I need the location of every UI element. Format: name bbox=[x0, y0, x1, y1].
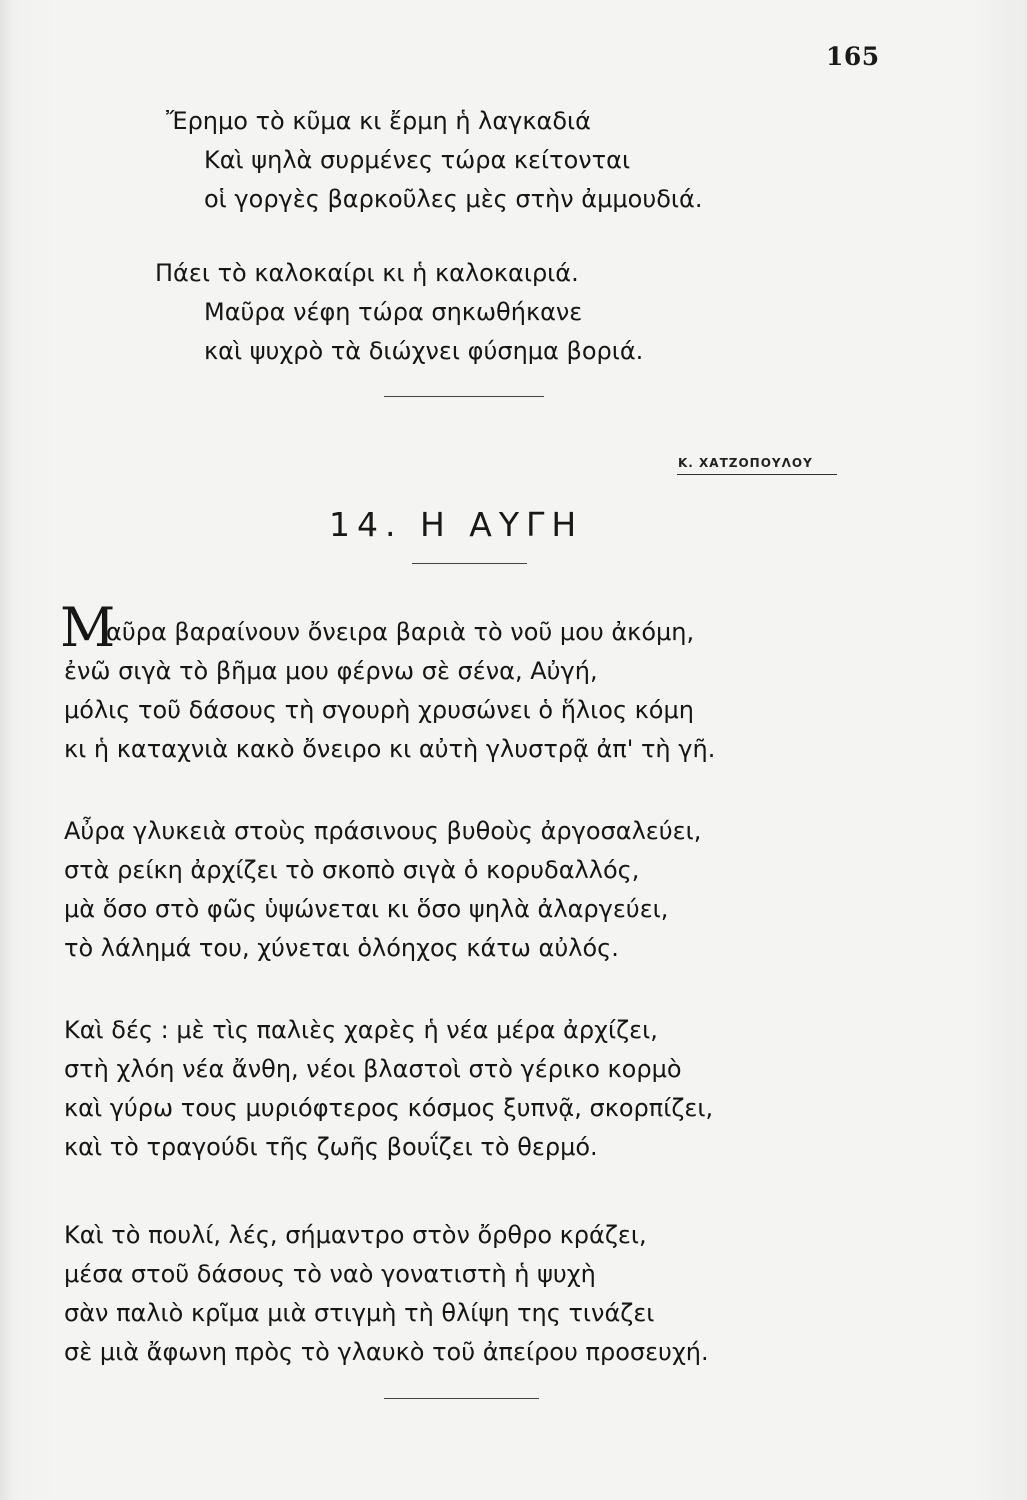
poem-line: στὴ χλόη νέα ἄνθη, νέοι βλαστοὶ στὸ γέρικο κορμὸ bbox=[64, 1055, 682, 1083]
poem-line: μὰ ὅσο στὸ φῶς ὑψώνεται κι ὅσο ψηλὰ ἀλαργεύει, bbox=[64, 895, 669, 923]
poem-title: 14. Η ΑΥΓΗ bbox=[329, 505, 584, 544]
poem-line: αῦρα βαραίνουν ὄνειρα βαριὰ τὸ νοῦ μου ἀκόμη, bbox=[106, 618, 695, 646]
poem-line: Καὶ τὸ πουλί, λές, σήμαντρο στὸν ὄρθρο κράζει, bbox=[64, 1221, 647, 1249]
section-divider bbox=[384, 396, 544, 397]
poem-line: καὶ ψυχρὸ τὰ διώχνει φύσημα βοριά. bbox=[204, 337, 644, 365]
poem-line: μόλις τοῦ δάσους τὴ σγουρὴ χρυσώνει ὁ ἥλιος κόμη bbox=[64, 696, 694, 724]
poem-line: καὶ γύρω τους μυριόφτερος κόσμος ξυπνᾷ, σκορπίζει, bbox=[64, 1094, 714, 1122]
author-underline bbox=[677, 474, 837, 475]
poem-line: στὰ ρείκη ἀρχίζει τὸ σκοπὸ σιγὰ ὁ κορυδαλλός, bbox=[64, 856, 640, 884]
page-number: 165 bbox=[826, 42, 880, 71]
poem-line: Ἔρημο τὸ κῦμα κι ἔρμη ἡ λαγκαδιά bbox=[166, 107, 591, 135]
poem-line: Πάει τὸ καλοκαίρι κι ἡ καλοκαιριά. bbox=[155, 259, 579, 287]
poem-line: Καὶ δές : μὲ τὶς παλιὲς χαρὲς ἡ νέα μέρα ἀρχίζει, bbox=[64, 1016, 658, 1044]
poem-line: οἱ γοργὲς βαρκοῦλες μὲς στὴν ἀμμουδιά. bbox=[204, 185, 703, 213]
poem-line: σὲ μιὰ ἄφωνη πρὸς τὸ γλαυκὸ τοῦ ἀπείρου προσευχή. bbox=[64, 1338, 709, 1366]
drop-cap: Μ bbox=[60, 596, 116, 659]
poem-line: μέσα στοῦ δάσους τὸ ναὸ γονατιστὴ ἡ ψυχὴ bbox=[64, 1260, 596, 1288]
poem-line: ἐνῶ σιγὰ τὸ βῆμα μου φέρνω σὲ σένα, Αὐγή, bbox=[64, 657, 598, 685]
poem-line: Μαῦρα νέφη τώρα σηκωθήκανε bbox=[204, 298, 583, 326]
author-signature: Κ. ΧΑΤΖΟΠΟΥΛΟΥ bbox=[678, 456, 813, 470]
poem-line: Αὖρα γλυκειὰ στοὺς πράσινους βυθοὺς ἀργοσαλεύει, bbox=[64, 817, 702, 845]
poem-line: καὶ τὸ τραγούδι τῆς ζωῆς βουΐζει τὸ θερμό. bbox=[64, 1133, 598, 1161]
poem-line: κι ἡ καταχνιὰ κακὸ ὄνειρο κι αὐτὴ γλυστρᾷ ἀπ' τὴ γῆ. bbox=[64, 735, 716, 763]
title-underline bbox=[412, 563, 527, 564]
poem-line: Καὶ ψηλὰ συρμένες τώρα κείτονται bbox=[204, 146, 631, 174]
end-divider bbox=[384, 1398, 539, 1399]
poem-line: σὰν παλιὸ κρῖμα μιὰ στιγμὴ τὴ θλίψη της τινάζει bbox=[64, 1299, 655, 1327]
poem-line: τὸ λάλημά του, χύνεται ὁλόηχος κάτω αὐλός. bbox=[64, 934, 619, 962]
